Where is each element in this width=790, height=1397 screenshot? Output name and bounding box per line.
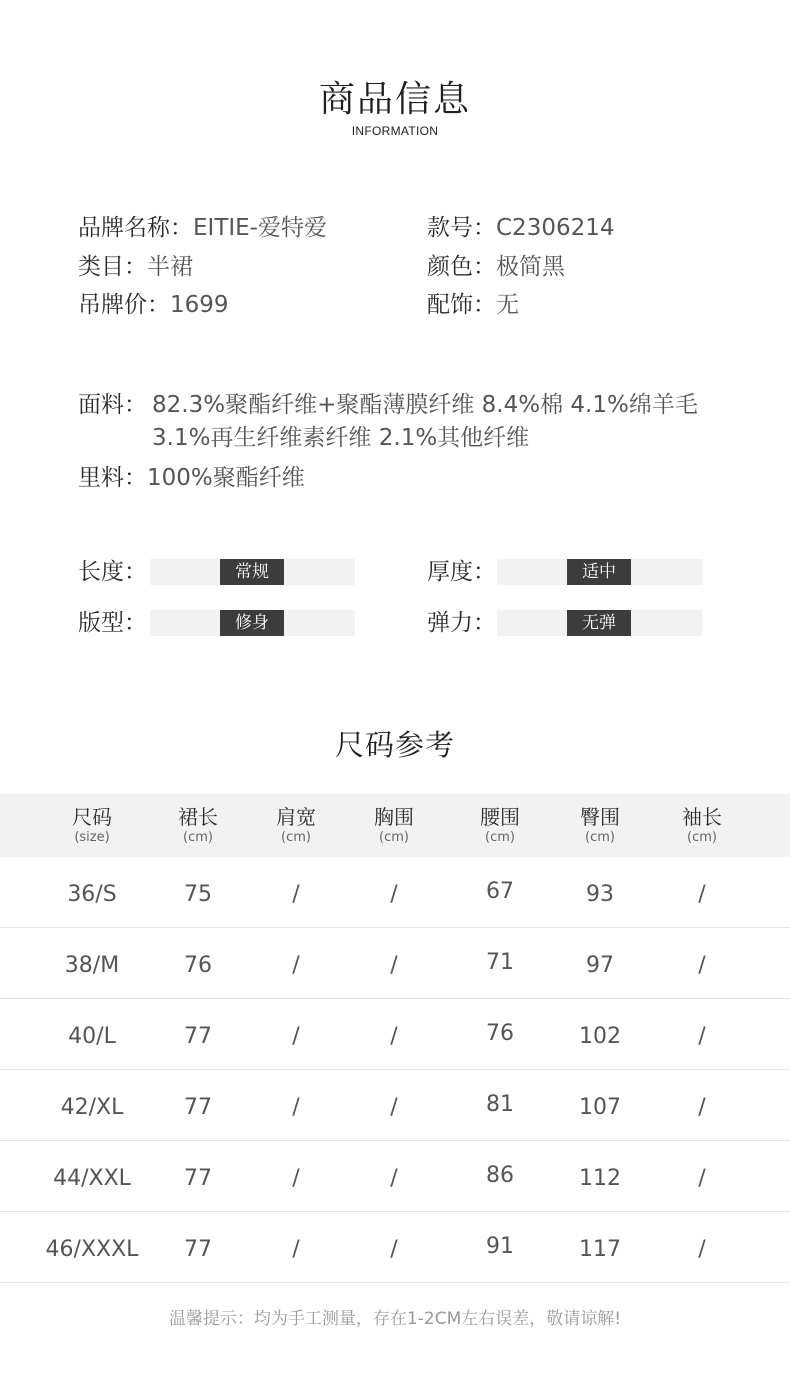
cell-waist: 71 (486, 950, 514, 975)
cell-shoulder: / (292, 1024, 300, 1049)
table-row (0, 928, 790, 999)
info-style-no (427, 213, 615, 243)
cell-hip: 102 (579, 1024, 621, 1049)
cell-waist: 91 (486, 1234, 514, 1259)
info-category (78, 252, 193, 282)
style-no-label: 款号： (427, 215, 496, 241)
cell-bust: / (390, 1095, 398, 1120)
table-row (0, 1070, 790, 1141)
length-scale (150, 559, 355, 585)
shell-line-1: 82.3%聚酯纤维+聚酯薄膜纤维 8.4%棉 4.1%绵羊毛 (152, 392, 698, 418)
col-header-size: 尺码 (size) (72, 805, 112, 845)
table-row (0, 1141, 790, 1212)
thickness-label: 厚度： (427, 559, 496, 585)
cell-sleeve: / (698, 1024, 706, 1049)
measurement-note: 温馨提示：均为手工测量，存在1-2CM左右误差，敬请谅解! (168, 1309, 622, 1329)
accessory-value: 无 (496, 292, 519, 318)
cell-sleeve: / (698, 1166, 706, 1191)
cell-skirt-length: 76 (184, 953, 212, 978)
cell-size: 36/S (67, 882, 117, 907)
cell-waist: 76 (486, 1021, 514, 1046)
section-title-info: 商品信息 (318, 79, 471, 120)
cell-shoulder: / (292, 1095, 300, 1120)
cell-size: 46/XXXL (45, 1237, 139, 1262)
brand-label: 品牌名称： (78, 215, 193, 241)
table-row (0, 1212, 790, 1283)
fit-chip: 修身 (220, 610, 284, 636)
fit-scale (150, 610, 355, 636)
color-value: 极简黑 (496, 254, 565, 280)
info-price (78, 290, 229, 320)
cell-hip: 117 (579, 1237, 621, 1262)
cell-shoulder: / (292, 1166, 300, 1191)
cell-skirt-length: 77 (184, 1095, 212, 1120)
col-header-hip: 臀围 (cm) (580, 805, 620, 845)
cell-hip: 93 (586, 882, 614, 907)
length-chip: 常规 (220, 559, 284, 585)
section-subtitle-info: INFORMATION (351, 124, 439, 138)
col-header-bust: 胸围 (cm) (374, 805, 414, 845)
thickness-scale (497, 559, 702, 585)
length-label: 长度： (78, 559, 147, 585)
cell-waist: 81 (486, 1092, 514, 1117)
cell-shoulder: / (292, 953, 300, 978)
cell-size: 38/M (64, 953, 120, 978)
col-header-skirt-length: 裙长 (cm) (178, 805, 218, 845)
size-table-header (0, 794, 790, 857)
cell-size: 42/XL (60, 1095, 124, 1120)
brand-value: EITIE-爱特爱 (193, 215, 327, 241)
shell-line-2: 3.1%再生纤维素纤维 2.1%其他纤维 (152, 425, 530, 451)
shell-label: 面料： (78, 392, 147, 418)
cell-shoulder: / (292, 882, 300, 907)
cell-hip: 107 (579, 1095, 621, 1120)
table-row (0, 999, 790, 1070)
info-accessory (427, 290, 519, 320)
cell-bust: / (390, 953, 398, 978)
cell-size: 44/XXL (53, 1166, 131, 1191)
thickness-chip: 适中 (567, 559, 631, 585)
elasticity-chip: 无弹 (567, 610, 631, 636)
fabric-lining (78, 462, 305, 495)
size-table-title: 尺码参考 (334, 728, 455, 762)
cell-sleeve: / (698, 1237, 706, 1262)
cell-skirt-length: 75 (184, 882, 212, 907)
cell-skirt-length: 77 (184, 1237, 212, 1262)
cell-waist: 67 (486, 879, 514, 904)
cell-bust: / (390, 882, 398, 907)
color-label: 颜色： (427, 254, 496, 280)
cell-shoulder: / (292, 1237, 300, 1262)
cell-sleeve: / (698, 953, 706, 978)
info-color (427, 252, 565, 282)
cell-hip: 112 (579, 1166, 621, 1191)
info-brand (78, 213, 327, 243)
col-header-shoulder: 肩宽 (cm) (276, 805, 316, 845)
cell-size: 40/L (68, 1024, 116, 1049)
lining-label: 里料： (78, 465, 147, 491)
cell-skirt-length: 77 (184, 1024, 212, 1049)
table-row (0, 857, 790, 928)
col-header-sleeve: 袖长 (cm) (682, 805, 722, 845)
style-no-value: C2306214 (496, 215, 615, 241)
accessory-label: 配饰： (427, 292, 496, 318)
elasticity-label: 弹力： (427, 610, 496, 636)
cell-sleeve: / (698, 882, 706, 907)
price-value: 1699 (170, 292, 229, 318)
elasticity-scale (497, 610, 702, 636)
lining-value: 100%聚酯纤维 (147, 465, 305, 491)
category-value: 半裙 (147, 254, 193, 280)
cell-bust: / (390, 1237, 398, 1262)
price-label: 吊牌价： (78, 292, 170, 318)
cell-sleeve: / (698, 1095, 706, 1120)
cell-waist: 86 (486, 1163, 514, 1188)
cell-bust: / (390, 1166, 398, 1191)
cell-bust: / (390, 1024, 398, 1049)
category-label: 类目： (78, 254, 147, 280)
cell-skirt-length: 77 (184, 1166, 212, 1191)
cell-hip: 97 (586, 953, 614, 978)
fit-label: 版型： (78, 610, 147, 636)
col-header-waist: 腰围 (cm) (480, 805, 520, 845)
